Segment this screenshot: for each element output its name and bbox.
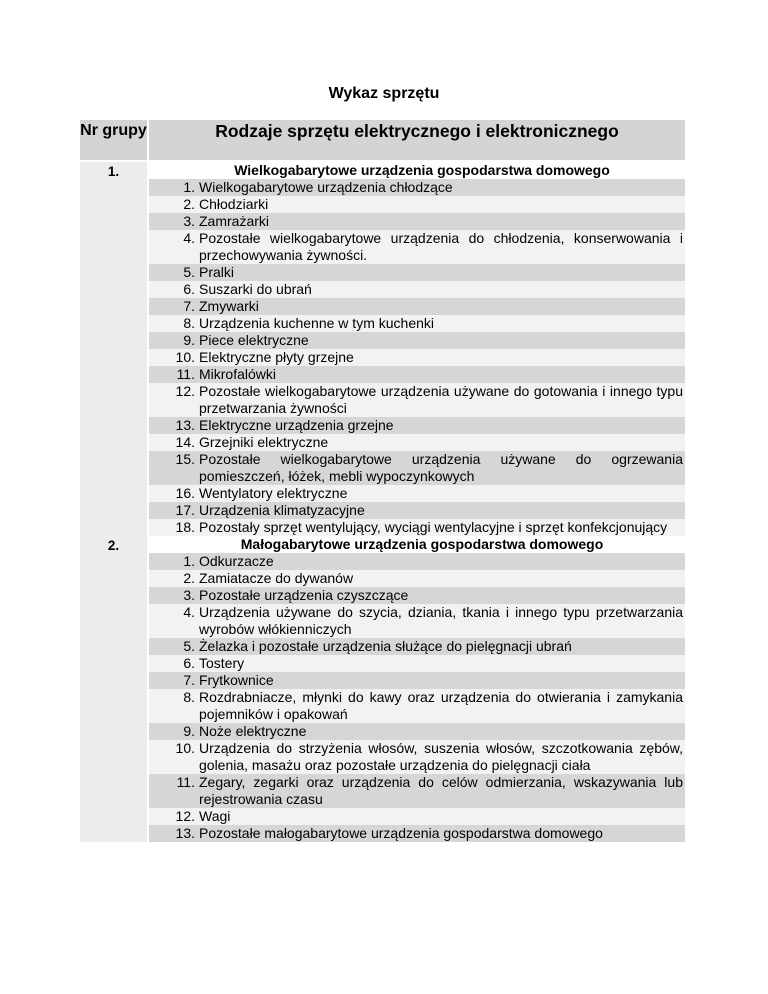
list-item-number: 4. <box>183 604 195 620</box>
list-item <box>149 672 685 689</box>
list-item-number: 9. <box>183 723 195 739</box>
list-item-text: Chłodziarki <box>199 196 269 212</box>
list-item-number: 9. <box>183 332 195 348</box>
list-item-number: 7. <box>183 672 195 688</box>
list-item-text: Frytkownice <box>199 672 274 688</box>
list-item-text: Wielkogabarytowe urządzenia chłodzące <box>199 179 453 195</box>
list-item-number: 2. <box>183 196 195 212</box>
list-item-number: 15. <box>175 451 195 467</box>
list-item-number: 1. <box>183 179 195 195</box>
list-item-number: 14. <box>175 434 195 450</box>
list-item-number: 12. <box>175 383 195 399</box>
list-item <box>149 213 685 230</box>
list-item-text: Urządzenia kuchenne w tym kuchenki <box>199 315 435 331</box>
group-title: Małogabarytowe urządzenia gospodarstwa domowego <box>149 536 685 553</box>
equipment-table <box>80 120 685 842</box>
list-item-number: 12. <box>175 808 195 824</box>
list-item-text: Grzejniki elektryczne <box>199 434 329 450</box>
list-item-text: Zamrażarki <box>199 213 270 229</box>
list-item <box>149 485 685 502</box>
list-item <box>149 774 685 808</box>
list-item <box>149 298 685 315</box>
list-item <box>149 825 685 842</box>
list-item-text: Piece elektryczne <box>199 332 309 348</box>
list-item-text: Wagi <box>199 808 231 824</box>
list-item-text: Pozostały sprzęt wentylujący, wyciągi wentylacyjne i sprzęt konfekcjonujący <box>199 519 668 535</box>
group-number: 2. <box>80 536 147 842</box>
list-item <box>149 366 685 383</box>
list-item-number: 4. <box>183 230 195 246</box>
list-item-text: Tostery <box>199 655 245 671</box>
group-items <box>149 553 685 842</box>
header-group-number-label: Nr grupy <box>80 122 147 139</box>
list-item-number: 10. <box>175 349 195 365</box>
list-item <box>149 383 685 417</box>
list-item-text: Rozdrabniacze, młynki do kawy oraz urządzenia do otwierania i zamykania pojemników i opakowań <box>199 689 683 722</box>
group-items <box>149 179 685 536</box>
list-item <box>149 451 685 485</box>
list-item-number: 7. <box>183 298 195 314</box>
list-item <box>149 587 685 604</box>
list-item <box>149 740 685 774</box>
list-item-number: 6. <box>183 281 195 297</box>
list-item <box>149 349 685 366</box>
list-item <box>149 604 685 638</box>
list-item <box>149 553 685 570</box>
list-item <box>149 502 685 519</box>
list-item <box>149 519 685 536</box>
list-item-text: Pozostałe urządzenia czyszczące <box>199 587 409 603</box>
list-item-text: Pozostałe wielkogabarytowe urządzenia do chłodzenia, konserwowania i przechowywania żywności. <box>199 230 683 263</box>
list-item <box>149 264 685 281</box>
list-item-text: Suszarki do ubrań <box>199 281 312 297</box>
list-item-text: Elektryczne urządzenia grzejne <box>199 417 394 433</box>
list-item <box>149 434 685 451</box>
list-item-text: Noże elektryczne <box>199 723 307 739</box>
list-item-number: 5. <box>183 264 195 280</box>
list-item-text: Pozostałe wielkogabarytowe urządzenia używane do ogrzewania pomieszczeń, łóżek, mebli wypoczynkowych <box>199 451 683 484</box>
header-group-number <box>80 120 147 160</box>
list-item <box>149 179 685 196</box>
list-item-number: 10. <box>175 740 195 756</box>
list-item-text: Pozostałe wielkogabarytowe urządzenia używane do gotowania i innego typu przetwarzania żywności <box>199 383 683 416</box>
list-item-number: 11. <box>176 774 195 790</box>
list-item-number: 8. <box>183 315 195 331</box>
list-item-number: 11. <box>176 366 195 382</box>
list-item <box>149 808 685 825</box>
list-item-number: 5. <box>183 638 195 654</box>
list-item-number: 13. <box>175 825 195 841</box>
list-item-text: Odkurzacze <box>199 553 274 569</box>
group-1 <box>80 162 685 536</box>
list-item-number: 13. <box>175 417 195 433</box>
list-item <box>149 638 685 655</box>
group-title: Wielkogabarytowe urządzenia gospodarstwa domowego <box>149 162 685 179</box>
list-item <box>149 689 685 723</box>
list-item <box>149 281 685 298</box>
list-item-text: Elektryczne płyty grzejne <box>199 349 354 365</box>
list-item-number: 18. <box>175 519 195 535</box>
group-body <box>149 536 685 842</box>
list-item <box>149 417 685 434</box>
group-number: 1. <box>80 162 147 536</box>
list-item-text: Pralki <box>199 264 235 280</box>
list-item-text: Mikrofalówki <box>199 366 277 382</box>
list-item-text: Żelazka i pozostałe urządzenia służące do pielęgnacji ubrań <box>199 638 572 654</box>
document-title: Wykaz sprzętu <box>328 85 440 102</box>
list-item <box>149 315 685 332</box>
list-item-text: Urządzenia do strzyżenia włosów, suszenia włosów, szczotkowania zębów, golenia, masażu oraz pozostałe urządzenia do pielęgnacji ciała <box>199 740 683 773</box>
list-item-number: 1. <box>183 553 195 569</box>
list-item-number: 16. <box>175 485 195 501</box>
list-item-text: Zegary, zegarki oraz urządzenia do celów odmierzania, wskazywania lub rejestrowania czasu <box>199 774 683 807</box>
group-2 <box>80 536 685 842</box>
list-item-text: Zamiatacze do dywanów <box>199 570 354 586</box>
list-item-text: Zmywarki <box>199 298 259 314</box>
list-item <box>149 655 685 672</box>
list-item-number: 3. <box>183 213 195 229</box>
table-header <box>80 120 685 160</box>
list-item <box>149 570 685 587</box>
header-category: Rodzaje sprzętu elektrycznego i elektronicznego <box>149 120 685 160</box>
list-item-text: Pozostałe małogabarytowe urządzenia gospodarstwa domowego <box>199 825 603 841</box>
list-item-number: 8. <box>183 689 195 705</box>
list-item <box>149 332 685 349</box>
list-item-text: Urządzenia klimatyzacyjne <box>199 502 365 518</box>
group-body <box>149 162 685 536</box>
list-item-text: Wentylatory elektryczne <box>199 485 348 501</box>
list-item-number: 2. <box>183 570 195 586</box>
list-item <box>149 230 685 264</box>
list-item <box>149 196 685 213</box>
list-item-text: Urządzenia używane do szycia, dziania, tkania i innego typu przetwarzania wyrobów włókienniczych <box>199 604 683 637</box>
list-item <box>149 723 685 740</box>
list-item-number: 17. <box>175 502 195 518</box>
list-item-number: 6. <box>183 655 195 671</box>
list-item-number: 3. <box>183 587 195 603</box>
